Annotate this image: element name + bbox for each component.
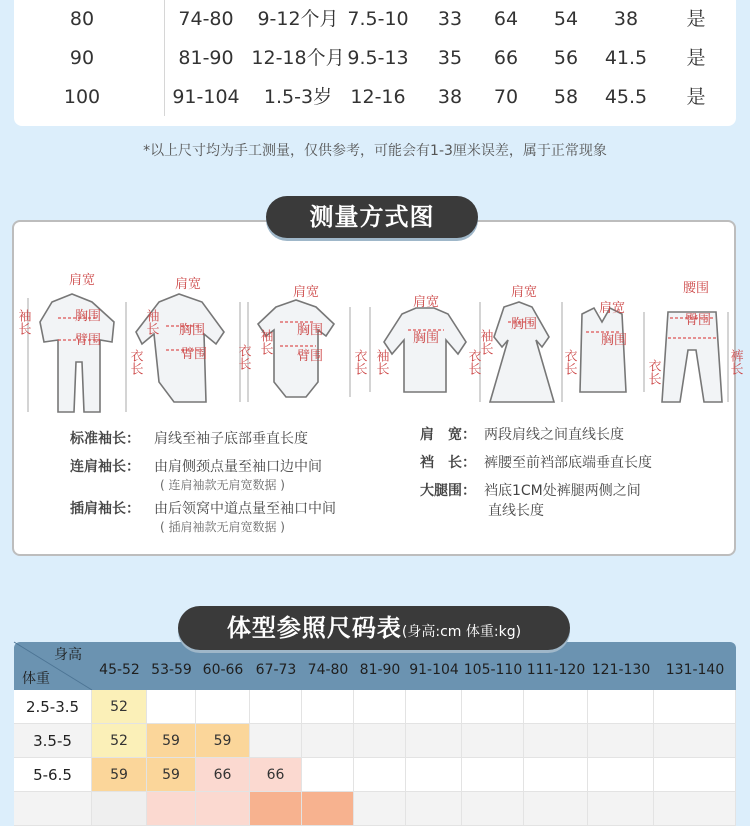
height-col-header: 74-80 (307, 662, 349, 678)
reference-title (178, 606, 570, 650)
size-value-cell (250, 690, 302, 724)
size-value-cell (406, 758, 462, 792)
size-value-cell (302, 690, 354, 724)
size-value-cell (524, 724, 588, 758)
svg-text:裤长: 裤长 (728, 349, 744, 375)
weight-cell: 2.5-3.5 (14, 690, 92, 724)
size-value-cell (462, 792, 524, 826)
vest-chest-label: 胸围 (600, 332, 628, 347)
romper-length-label (129, 349, 144, 375)
size-value-cell (302, 758, 354, 792)
bodysuit-shoulder-label: 肩宽 (292, 284, 320, 299)
size-value-cell (196, 792, 250, 826)
svg-text:衣长: 衣长 (128, 349, 144, 375)
svg-text:袖长: 袖长 (258, 329, 274, 355)
size-value-cell (654, 690, 736, 724)
size-cell-size: 100 (63, 86, 101, 108)
size-value-cell (462, 724, 524, 758)
size-cell-c1: 35 (437, 47, 463, 69)
size-cell-weight: 7.5-10 (347, 8, 409, 30)
height-col-header: 60-66 (202, 662, 244, 678)
size-cell-c4: 38 (613, 8, 639, 30)
weight-cell: 3.5-5 (14, 724, 92, 758)
kimono-length-label (237, 344, 252, 370)
size-row (14, 0, 736, 38)
size-cell-age: 12-18个月 (251, 47, 345, 69)
size-value-cell (654, 724, 736, 758)
size-cell-c2: 70 (493, 86, 519, 108)
size-cell-c3: 54 (553, 8, 579, 30)
size-cell-flag: 是 (686, 8, 706, 30)
size-value-cell (92, 792, 147, 826)
size-cell-flag: 是 (686, 47, 706, 69)
reference-title-unit: (身高:cm 体重:kg) (401, 624, 522, 640)
dress-length-label (563, 349, 578, 375)
top-shoulder-label: 肩宽 (412, 294, 440, 309)
svg-text:袖长: 袖长 (374, 349, 390, 375)
table-row (14, 792, 736, 826)
measure-note: *以上尺寸均为手工测量，仅供参考，可能会有1-3厘米误差，属于正常现象 (143, 143, 607, 159)
size-cell-age: 1.5-3岁 (263, 86, 333, 108)
height-col-header: 131-140 (665, 662, 725, 678)
svg-text:衣长: 衣长 (236, 344, 252, 370)
size-value-cell (250, 792, 302, 826)
weight-cell (14, 792, 92, 826)
height-col-header: 105-110 (463, 662, 523, 678)
dress-chest-label: 胸围 (510, 316, 538, 331)
size-value-cell (354, 724, 406, 758)
kimono-shoulder-label: 肩宽 (174, 276, 202, 291)
size-value-cell (588, 724, 654, 758)
height-col-header: 81-90 (359, 662, 401, 678)
vest-length-label (647, 359, 662, 385)
height-col-header: 67-73 (255, 662, 297, 678)
measure-title: 测量方式图 (266, 196, 478, 238)
size-cell-c2: 66 (493, 47, 519, 69)
size-value-cell (196, 690, 250, 724)
size-cell-c3: 58 (553, 86, 579, 108)
romper-chest-label: 胸围 (74, 308, 102, 323)
corner-height-label: 身高 (54, 647, 82, 663)
size-cell-c3: 56 (553, 47, 579, 69)
size-cell-c1: 33 (437, 8, 463, 30)
size-value-cell (588, 758, 654, 792)
measure-card: 肩宽 胸围 臂围 肩宽 胸围 臂围 肩宽 胸围 臂围 肩宽 胸围 肩宽 胸围 肩宽 胸围 腰围 臀围 袖长 衣长 袖长 衣长 袖长 衣长 袖长 衣长 袖长 衣长 衣长 裤长 标准袖长： 肩线至袖子底部垂直长度 连肩袖长： 由肩侧颈点量至袖口边中间 ( 连肩袖款无肩宽数据 ) 插肩袖长： 由后领窝中道点量至袖口中间 ( 插肩袖款无肩宽数据 ) 肩 宽： 两段肩线之间直线长度 裆 长： 裤腰至前裆部底端垂直长度 大腿围： 裆底1CM处裤腿两侧之间 直线长度 (12, 220, 736, 556)
svg-text:衣长: 衣长 (562, 349, 578, 375)
size-value-cell (524, 792, 588, 826)
svg-text:袖长: 袖长 (478, 329, 494, 355)
size-value-cell: 66 (196, 758, 250, 792)
size-cell-height: 81-90 (178, 47, 234, 69)
size-value-cell: 59 (147, 758, 196, 792)
bodysuit-chest-label: 胸围 (296, 322, 324, 337)
size-cell-height: 74-80 (178, 8, 234, 30)
size-value-cell (654, 758, 736, 792)
size-row (14, 78, 736, 116)
size-cell-c4: 45.5 (604, 86, 648, 108)
vest-shoulder-label: 肩宽 (598, 300, 626, 315)
size-value-cell (462, 758, 524, 792)
table-row (14, 690, 736, 724)
size-value-cell: 52 (92, 690, 147, 724)
kimono-arm-label: 臂围 (180, 346, 208, 361)
table-row (14, 758, 736, 792)
size-table-card (14, 0, 736, 126)
size-row (14, 39, 736, 77)
size-cell-c2: 64 (493, 8, 519, 30)
pants-hip-label: 臀围 (684, 312, 712, 327)
vest-illustration (580, 308, 626, 392)
svg-text:衣长: 衣长 (352, 349, 368, 375)
size-value-cell: 59 (196, 724, 250, 758)
svg-text:袖长: 袖长 (16, 309, 32, 335)
svg-text:衣长: 衣长 (466, 349, 482, 375)
height-col-header: 91-104 (409, 662, 459, 678)
svg-text:衣长: 衣长 (646, 359, 662, 385)
top-chest-label: 胸围 (412, 330, 440, 345)
kimono-sleeve-label (145, 308, 160, 335)
size-value-cell (524, 690, 588, 724)
bodysuit-length-label (353, 349, 368, 375)
size-value-cell (524, 758, 588, 792)
romper-sleeve-label (17, 308, 32, 335)
height-col-header: 53-59 (151, 662, 192, 678)
size-cell-height: 91-104 (172, 86, 240, 108)
corner-weight-label: 体重 (22, 671, 50, 687)
size-cell-size: 80 (69, 8, 95, 30)
size-value-cell (147, 690, 196, 724)
height-col-header: 45-52 (99, 662, 140, 678)
size-value-cell (302, 724, 354, 758)
svg-text:袖长: 袖长 (144, 309, 160, 335)
size-value-cell (406, 724, 462, 758)
pants-length-label (729, 349, 744, 375)
size-cell-weight: 12-16 (350, 86, 406, 108)
size-value-cell: 52 (92, 724, 147, 758)
height-col-header: 111-120 (526, 662, 586, 678)
size-cell-age: 9-12个月 (257, 8, 339, 30)
size-value-cell (354, 792, 406, 826)
bodysuit-sleeve-label (259, 328, 274, 355)
romper-arm-label: 臂围 (74, 332, 102, 347)
size-value-cell (654, 792, 736, 826)
size-value-cell (462, 690, 524, 724)
table-row (14, 724, 736, 758)
height-col-header: 121-130 (591, 662, 651, 678)
dress-shoulder-label: 肩宽 (510, 284, 538, 299)
size-cell-weight: 9.5-13 (347, 47, 409, 69)
top-illustration (384, 308, 466, 392)
dress-sleeve-label (479, 328, 494, 355)
top-sleeve-label (375, 348, 390, 375)
size-value-cell (354, 758, 406, 792)
size-value-cell (354, 690, 406, 724)
kimono-chest-label: 胸围 (178, 322, 206, 337)
bodysuit-arm-label: 臂围 (296, 348, 324, 363)
pants-waist-label: 腰围 (682, 280, 710, 295)
size-value-cell (147, 792, 196, 826)
weight-cell: 5-6.5 (14, 758, 92, 792)
size-value-cell (406, 792, 462, 826)
reference-title-text: 体型参照尺码表 (226, 614, 402, 642)
size-value-cell: 59 (147, 724, 196, 758)
size-cell-size: 90 (69, 47, 95, 69)
size-value-cell (588, 690, 654, 724)
size-value-cell (302, 792, 354, 826)
size-value-cell: 59 (92, 758, 147, 792)
romper-shoulder-label: 肩宽 (68, 272, 96, 287)
size-cell-flag: 是 (686, 86, 706, 108)
size-value-cell (588, 792, 654, 826)
size-value-cell: 66 (250, 758, 302, 792)
size-value-cell (250, 724, 302, 758)
size-cell-c4: 41.5 (604, 47, 648, 69)
size-value-cell (406, 690, 462, 724)
size-cell-c1: 38 (437, 86, 463, 108)
